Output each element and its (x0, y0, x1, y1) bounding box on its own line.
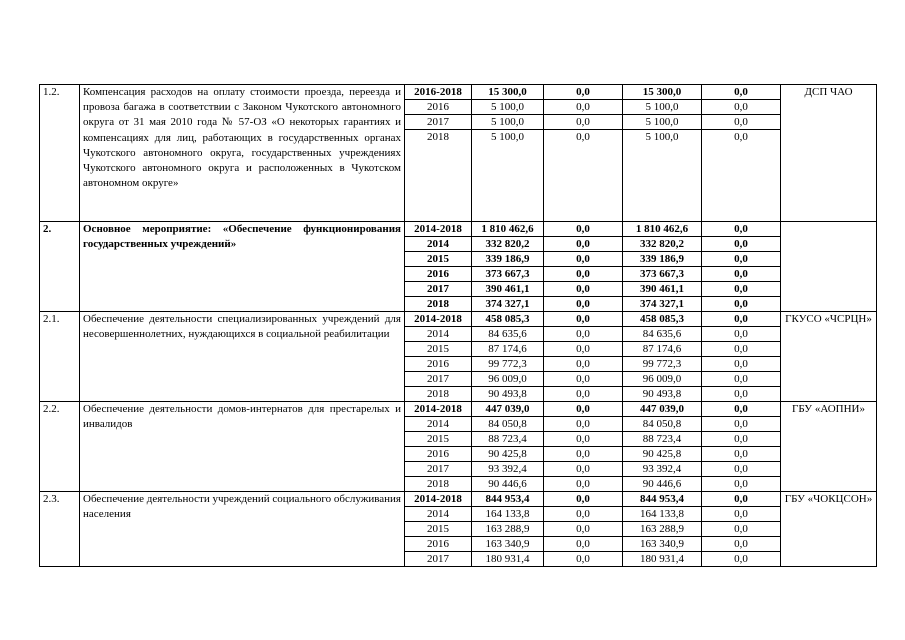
total-amount-cell: 90 493,8 (472, 387, 544, 402)
regional-amount-cell: 1 810 462,6 (623, 222, 702, 237)
federal-amount-cell: 0,0 (544, 267, 623, 282)
period-cell: 2014-2018 (405, 222, 472, 237)
federal-amount-cell: 0,0 (544, 222, 623, 237)
other-amount-cell: 0,0 (702, 522, 781, 537)
total-amount-cell: 390 461,1 (472, 282, 544, 297)
period-cell: 2018 (405, 387, 472, 402)
regional-amount-cell: 90 425,8 (623, 447, 702, 462)
item-number: 2.2. (40, 402, 80, 492)
other-amount-cell: 0,0 (702, 552, 781, 567)
other-amount-cell: 0,0 (702, 252, 781, 267)
federal-amount-cell: 0,0 (544, 447, 623, 462)
period-cell: 2016 (405, 100, 472, 115)
other-amount-cell: 0,0 (702, 297, 781, 312)
regional-amount-cell: 163 288,9 (623, 522, 702, 537)
other-amount-cell: 0,0 (702, 342, 781, 357)
period-cell: 2014-2018 (405, 492, 472, 507)
regional-amount-cell: 84 050,8 (623, 417, 702, 432)
federal-amount-cell: 0,0 (544, 85, 623, 100)
federal-amount-cell: 0,0 (544, 537, 623, 552)
regional-amount-cell: 332 820,2 (623, 237, 702, 252)
total-amount-cell: 93 392,4 (472, 462, 544, 477)
regional-amount-cell: 90 493,8 (623, 387, 702, 402)
regional-amount-cell: 844 953,4 (623, 492, 702, 507)
table-body (40, 85, 877, 567)
other-amount-cell: 0,0 (702, 267, 781, 282)
other-amount-cell: 0,0 (702, 372, 781, 387)
federal-amount-cell: 0,0 (544, 237, 623, 252)
funding-table (39, 84, 877, 567)
other-amount-cell: 0,0 (702, 327, 781, 342)
period-cell: 2014 (405, 327, 472, 342)
total-amount-cell: 84 635,6 (472, 327, 544, 342)
regional-amount-cell: 84 635,6 (623, 327, 702, 342)
total-amount-cell: 1 810 462,6 (472, 222, 544, 237)
period-cell: 2014 (405, 237, 472, 252)
executor-cell: ГБУ «ЧОКЦСОН» (781, 492, 877, 567)
regional-amount-cell: 99 772,3 (623, 357, 702, 372)
regional-amount-cell: 96 009,0 (623, 372, 702, 387)
other-amount-cell: 0,0 (702, 507, 781, 522)
item-number: 2. (40, 222, 80, 312)
period-cell: 2014-2018 (405, 402, 472, 417)
federal-amount-cell: 0,0 (544, 327, 623, 342)
total-amount-cell: 374 327,1 (472, 297, 544, 312)
regional-amount-cell: 5 100,0 (623, 130, 702, 222)
other-amount-cell: 0,0 (702, 115, 781, 130)
federal-amount-cell: 0,0 (544, 507, 623, 522)
regional-amount-cell: 5 100,0 (623, 100, 702, 115)
other-amount-cell: 0,0 (702, 477, 781, 492)
federal-amount-cell: 0,0 (544, 492, 623, 507)
regional-amount-cell: 447 039,0 (623, 402, 702, 417)
federal-amount-cell: 0,0 (544, 312, 623, 327)
item-number: 2.3. (40, 492, 80, 567)
total-amount-cell: 332 820,2 (472, 237, 544, 252)
regional-amount-cell: 390 461,1 (623, 282, 702, 297)
federal-amount-cell: 0,0 (544, 402, 623, 417)
executor-cell (781, 222, 877, 312)
other-amount-cell: 0,0 (702, 222, 781, 237)
period-cell: 2017 (405, 372, 472, 387)
total-amount-cell: 339 186,9 (472, 252, 544, 267)
period-cell: 2015 (405, 342, 472, 357)
other-amount-cell: 0,0 (702, 447, 781, 462)
other-amount-cell: 0,0 (702, 237, 781, 252)
total-amount-cell: 84 050,8 (472, 417, 544, 432)
other-amount-cell: 0,0 (702, 537, 781, 552)
regional-amount-cell: 90 446,6 (623, 477, 702, 492)
total-amount-cell: 447 039,0 (472, 402, 544, 417)
period-cell: 2018 (405, 130, 472, 222)
total-amount-cell: 87 174,6 (472, 342, 544, 357)
item-description: Обеспечение деятельности учреждений социального обслуживания населения (80, 492, 405, 567)
total-amount-cell: 15 300,0 (472, 85, 544, 100)
other-amount-cell: 0,0 (702, 357, 781, 372)
total-amount-cell: 163 288,9 (472, 522, 544, 537)
period-cell: 2016 (405, 267, 472, 282)
period-cell: 2014 (405, 507, 472, 522)
period-cell: 2015 (405, 522, 472, 537)
other-amount-cell: 0,0 (702, 417, 781, 432)
regional-amount-cell: 458 085,3 (623, 312, 702, 327)
total-amount-cell: 5 100,0 (472, 115, 544, 130)
regional-amount-cell: 93 392,4 (623, 462, 702, 477)
table-row (40, 85, 877, 100)
total-amount-cell: 163 340,9 (472, 537, 544, 552)
regional-amount-cell: 374 327,1 (623, 297, 702, 312)
regional-amount-cell: 373 667,3 (623, 267, 702, 282)
period-cell: 2014 (405, 417, 472, 432)
period-cell: 2017 (405, 282, 472, 297)
period-cell: 2015 (405, 432, 472, 447)
total-amount-cell: 844 953,4 (472, 492, 544, 507)
period-cell: 2018 (405, 477, 472, 492)
federal-amount-cell: 0,0 (544, 522, 623, 537)
period-cell: 2014-2018 (405, 312, 472, 327)
federal-amount-cell: 0,0 (544, 552, 623, 567)
executor-cell: ДСП ЧАО (781, 85, 877, 222)
federal-amount-cell: 0,0 (544, 100, 623, 115)
other-amount-cell: 0,0 (702, 282, 781, 297)
other-amount-cell: 0,0 (702, 462, 781, 477)
other-amount-cell: 0,0 (702, 387, 781, 402)
period-cell: 2017 (405, 462, 472, 477)
item-description: Компенсация расходов на оплату стоимости проезда, переезда и провоза багажа в соответствии с Законом Чукотского автономного округа от 31 мая 2010 года № 57-ОЗ «О некоторых гарантиях и компенсациях для лиц, работающих в государственных органах Чукотского автономного округа, государственных учреждениях Чукотского автономного округа и расположенных в Чукотском автономном округе» (80, 85, 405, 222)
federal-amount-cell: 0,0 (544, 130, 623, 222)
period-cell: 2016 (405, 447, 472, 462)
total-amount-cell: 164 133,8 (472, 507, 544, 522)
item-description: Обеспечение деятельности домов-интернатов для престарелых и инвалидов (80, 402, 405, 492)
item-number: 1.2. (40, 85, 80, 222)
executor-cell: ГКУСО «ЧСРЦН» (781, 312, 877, 402)
federal-amount-cell: 0,0 (544, 252, 623, 267)
period-cell: 2016-2018 (405, 85, 472, 100)
regional-amount-cell: 164 133,8 (623, 507, 702, 522)
federal-amount-cell: 0,0 (544, 297, 623, 312)
federal-amount-cell: 0,0 (544, 357, 623, 372)
total-amount-cell: 373 667,3 (472, 267, 544, 282)
period-cell: 2016 (405, 537, 472, 552)
regional-amount-cell: 5 100,0 (623, 115, 702, 130)
document-page (39, 84, 876, 567)
period-cell: 2018 (405, 297, 472, 312)
table-row (40, 312, 877, 327)
federal-amount-cell: 0,0 (544, 372, 623, 387)
total-amount-cell: 180 931,4 (472, 552, 544, 567)
item-number: 2.1. (40, 312, 80, 402)
total-amount-cell: 90 425,8 (472, 447, 544, 462)
federal-amount-cell: 0,0 (544, 342, 623, 357)
period-cell: 2017 (405, 115, 472, 130)
federal-amount-cell: 0,0 (544, 477, 623, 492)
table-row (40, 222, 877, 237)
federal-amount-cell: 0,0 (544, 417, 623, 432)
other-amount-cell: 0,0 (702, 100, 781, 115)
total-amount-cell: 88 723,4 (472, 432, 544, 447)
federal-amount-cell: 0,0 (544, 282, 623, 297)
federal-amount-cell: 0,0 (544, 432, 623, 447)
table-row (40, 402, 877, 417)
total-amount-cell: 5 100,0 (472, 100, 544, 115)
period-cell: 2016 (405, 357, 472, 372)
regional-amount-cell: 163 340,9 (623, 537, 702, 552)
item-description: Основное мероприятие: «Обеспечение функционирования государственных учреждений» (80, 222, 405, 312)
regional-amount-cell: 180 931,4 (623, 552, 702, 567)
other-amount-cell: 0,0 (702, 492, 781, 507)
executor-cell: ГБУ «АОПНИ» (781, 402, 877, 492)
table-row (40, 492, 877, 507)
period-cell: 2015 (405, 252, 472, 267)
federal-amount-cell: 0,0 (544, 387, 623, 402)
total-amount-cell: 96 009,0 (472, 372, 544, 387)
total-amount-cell: 99 772,3 (472, 357, 544, 372)
federal-amount-cell: 0,0 (544, 115, 623, 130)
regional-amount-cell: 15 300,0 (623, 85, 702, 100)
federal-amount-cell: 0,0 (544, 462, 623, 477)
other-amount-cell: 0,0 (702, 130, 781, 222)
other-amount-cell: 0,0 (702, 402, 781, 417)
total-amount-cell: 458 085,3 (472, 312, 544, 327)
regional-amount-cell: 88 723,4 (623, 432, 702, 447)
total-amount-cell: 90 446,6 (472, 477, 544, 492)
other-amount-cell: 0,0 (702, 432, 781, 447)
item-description: Обеспечение деятельности специализированных учреждений для несовершеннолетних, нуждающихся в социальной реабилитации (80, 312, 405, 402)
other-amount-cell: 0,0 (702, 85, 781, 100)
other-amount-cell: 0,0 (702, 312, 781, 327)
total-amount-cell: 5 100,0 (472, 130, 544, 222)
period-cell: 2017 (405, 552, 472, 567)
regional-amount-cell: 339 186,9 (623, 252, 702, 267)
regional-amount-cell: 87 174,6 (623, 342, 702, 357)
